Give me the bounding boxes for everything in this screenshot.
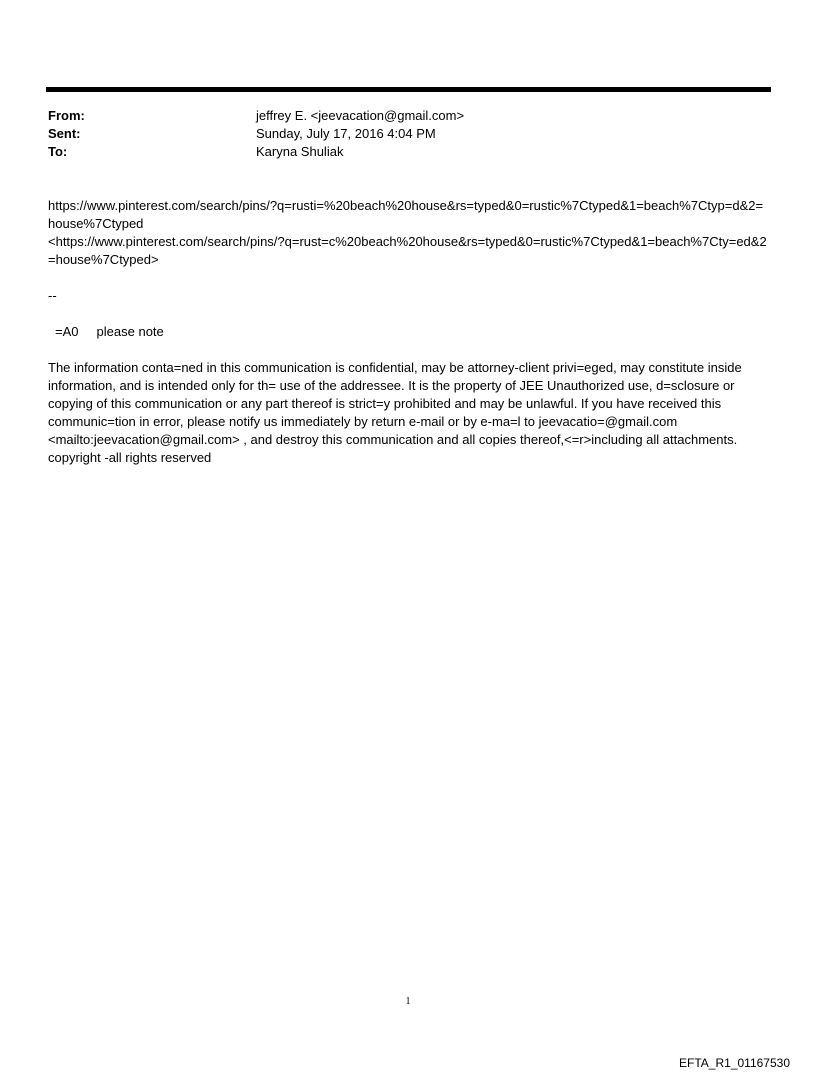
page-number: 1 <box>405 996 411 1007</box>
from-value: jeffrey E. <jeevacation@gmail.com> <box>256 108 465 123</box>
pinterest-url: https://www.pinterest.com/search/pins/?q=rusti=%20beach%20house&rs=typed&0=rustic%7Ctyped&1=beach%7Ctyp=d&2=house%7Ctyped <box>48 198 764 231</box>
header-divider <box>46 87 771 92</box>
sent-value: Sunday, July 17, 2016 4:04 PM <box>256 126 436 141</box>
sent-label: Sent: <box>48 126 81 141</box>
url-block <box>48 197 770 269</box>
confidentiality-disclaimer: The information conta=ned in this communication is confidential, may be attorney-client privi=eged, may constitute inside information, and is intended only for th= use of the addressee. It is the property of JEE Unauthorized use, d=sclosure or copying of this communication or any part thereof is strict=y prohibited and may be unlawful. If you have received this communic=tion in error, please notify us immediately by return e-mail or by e-ma=l to jeevacatio=@gmail.com <mailto:jeevacation@gmail.com> , and destroy this communication and all copies thereof,<=r>including all attachments. copyright -all rights reserved <box>48 360 742 465</box>
from-label: From: <box>48 108 85 123</box>
document-id: EFTA_R1_01167530 <box>679 1056 790 1070</box>
to-value: Karyna Shuliak <box>256 144 344 159</box>
from-row <box>48 107 748 125</box>
to-row <box>48 143 748 161</box>
signature-separator: -- <box>48 288 57 303</box>
to-label: To: <box>48 144 68 159</box>
sent-row <box>48 125 748 143</box>
email-header <box>48 107 748 161</box>
pinterest-url-bracketed: <https://www.pinterest.com/search/pins/?q=rust=c%20beach%20house&rs=typed&0=rustic%7Ctyped&1=beach%7Cty=ed&2=house%7Ctyped> <box>48 234 767 267</box>
please-note-line: =A0 please note <box>55 324 164 339</box>
